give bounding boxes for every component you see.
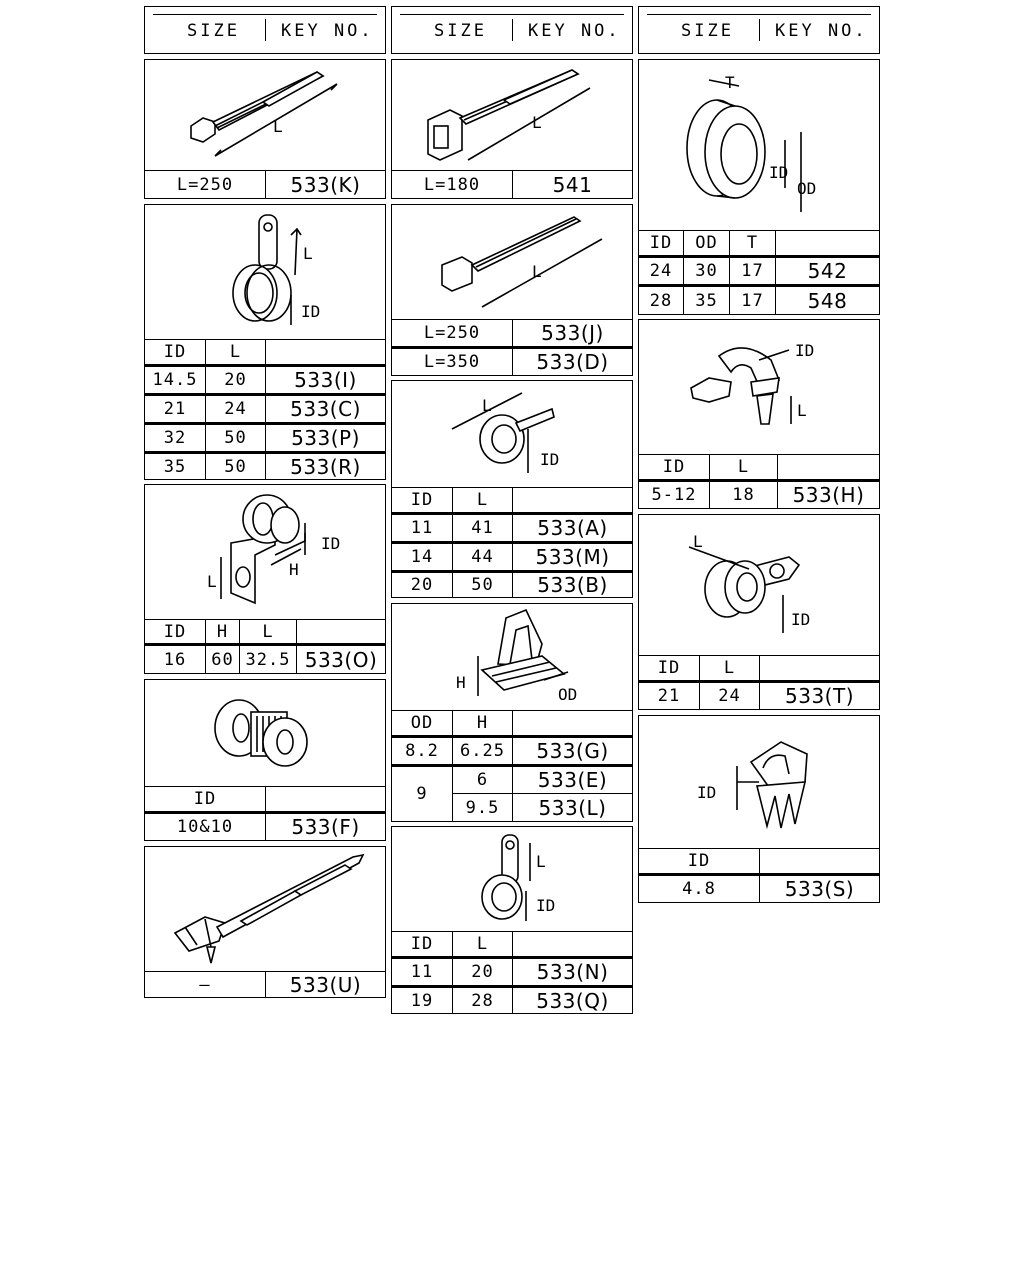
dim-l: L bbox=[693, 532, 703, 551]
l-cell: 28 bbox=[452, 988, 512, 1013]
dim-id: ID bbox=[536, 896, 556, 915]
key-cell: 533(B) bbox=[512, 573, 632, 597]
col-header-id: ID bbox=[410, 490, 434, 510]
t-cell: 17 bbox=[729, 287, 775, 314]
col-header-id: ID bbox=[649, 233, 673, 253]
header-rule bbox=[647, 14, 871, 15]
header-rule bbox=[400, 14, 624, 15]
cushion-clamp-icon bbox=[705, 557, 799, 617]
table-header-row bbox=[392, 488, 632, 512]
key-cell: 533(D) bbox=[512, 349, 632, 375]
col-header-h: H bbox=[452, 711, 512, 735]
push-clip-icon bbox=[691, 348, 779, 424]
table-row bbox=[392, 767, 632, 793]
grommet-diagram bbox=[639, 60, 879, 230]
table-row bbox=[392, 573, 632, 597]
bracket-clamp-diagram bbox=[145, 485, 385, 619]
id-cell: 5-12 bbox=[651, 485, 697, 505]
col-header-key bbox=[512, 488, 632, 512]
id-cell: 21 bbox=[163, 399, 187, 419]
part-card-533h bbox=[638, 319, 880, 509]
table-header-row bbox=[145, 620, 385, 643]
clamp-diagram bbox=[392, 827, 632, 931]
cushion-clamp-diagram bbox=[639, 515, 879, 655]
dim-l: L bbox=[303, 244, 313, 263]
id-cell: 10&10 bbox=[176, 817, 234, 837]
col-header-od: OD bbox=[683, 231, 729, 255]
l-cell: 50 bbox=[205, 454, 265, 479]
part-card-533s bbox=[638, 715, 880, 903]
part-card-533o bbox=[144, 484, 386, 674]
table-row bbox=[392, 544, 632, 570]
id-cell: 35 bbox=[163, 456, 187, 477]
dim-id: ID bbox=[795, 341, 815, 360]
key-cell: 533(J) bbox=[512, 320, 632, 346]
double-clip-icon bbox=[215, 700, 307, 766]
od-cell: 8.2 bbox=[405, 741, 439, 761]
double-clip-diagram bbox=[145, 680, 385, 786]
cable-tie-icon bbox=[428, 70, 578, 160]
table-header-row bbox=[145, 340, 385, 364]
part-card-533a bbox=[391, 380, 633, 598]
header-col1 bbox=[144, 6, 386, 54]
key-cell: 533(L) bbox=[512, 794, 632, 821]
col-header-t: T bbox=[729, 231, 775, 255]
key-cell: 533(A) bbox=[512, 515, 632, 541]
table-row bbox=[392, 171, 632, 198]
key-cell: 533(P) bbox=[265, 425, 385, 451]
col-header-key bbox=[265, 340, 385, 364]
key-cell: 541 bbox=[512, 171, 632, 198]
h-cell: 9.5 bbox=[452, 794, 512, 821]
id-cell: 16 bbox=[163, 649, 187, 670]
col-header-l: L bbox=[239, 620, 296, 643]
table-row bbox=[392, 738, 632, 764]
id-cell: 19 bbox=[410, 990, 434, 1011]
cable-tie-diagram bbox=[392, 205, 632, 319]
col-header-key bbox=[512, 932, 632, 956]
id-cell: 28 bbox=[649, 290, 673, 311]
l-cell: 20 bbox=[452, 959, 512, 985]
l-cell: 50 bbox=[205, 425, 265, 451]
key-cell: 533(H) bbox=[777, 482, 879, 508]
l-cell: 32.5 bbox=[239, 646, 296, 673]
header-divider bbox=[265, 19, 266, 41]
header-rule bbox=[153, 14, 377, 15]
key-cell: 533(G) bbox=[512, 738, 632, 764]
wire-clip-icon bbox=[751, 742, 807, 828]
col-header-key bbox=[777, 455, 879, 479]
part-card-533f bbox=[144, 679, 386, 841]
col-header-key bbox=[512, 711, 632, 735]
dim-l: L bbox=[207, 572, 217, 591]
cable-tie-diagram bbox=[145, 60, 385, 170]
size-cell: L=350 bbox=[423, 352, 481, 372]
table-row bbox=[145, 814, 385, 840]
dim-h: H bbox=[289, 560, 299, 579]
col-header-l: L bbox=[452, 488, 512, 512]
table-header-row bbox=[639, 656, 879, 680]
dim-l: L bbox=[532, 113, 542, 132]
wire-clip-diagram bbox=[639, 716, 879, 848]
cable-tie-icon bbox=[442, 217, 580, 291]
key-cell: 533(U) bbox=[265, 972, 385, 997]
header-col3 bbox=[638, 6, 880, 54]
key-cell: 533(N) bbox=[512, 959, 632, 985]
col-header-id: ID bbox=[662, 457, 686, 477]
table-row bbox=[145, 367, 385, 393]
size-cell: L=250 bbox=[176, 174, 234, 195]
id-cell: 24 bbox=[649, 261, 673, 281]
t-cell: 17 bbox=[729, 258, 775, 284]
header-key-label: KEY NO. bbox=[281, 21, 374, 41]
col-header-key bbox=[296, 620, 385, 643]
dim-od: OD bbox=[558, 685, 578, 704]
part-card-541 bbox=[391, 59, 633, 199]
table-row bbox=[639, 287, 879, 314]
key-cell: 542 bbox=[775, 258, 879, 284]
key-cell: 533(T) bbox=[759, 683, 879, 709]
key-cell: 533(Q) bbox=[512, 988, 632, 1013]
dim-l: L bbox=[536, 852, 546, 871]
l-cell: 18 bbox=[709, 482, 777, 508]
header-divider bbox=[759, 19, 760, 41]
push-clip-diagram bbox=[639, 320, 879, 454]
dim-id: ID bbox=[769, 163, 789, 182]
col-header-id: ID bbox=[657, 658, 681, 678]
key-cell: 533(I) bbox=[265, 367, 385, 393]
col-header-l: L bbox=[699, 656, 759, 680]
od-cell: 30 bbox=[683, 258, 729, 284]
clamp-icon bbox=[233, 215, 291, 321]
size-cell: — bbox=[199, 974, 211, 995]
od-cell: 35 bbox=[683, 287, 729, 314]
id-cell: 11 bbox=[410, 962, 434, 982]
h-cell: 60 bbox=[205, 646, 239, 673]
l-cell: 41 bbox=[452, 515, 512, 541]
table-row bbox=[392, 349, 632, 375]
col-header-l: L bbox=[205, 340, 265, 364]
dim-id: ID bbox=[321, 534, 341, 553]
dim-id: ID bbox=[540, 450, 560, 469]
l-cell: 44 bbox=[452, 544, 512, 570]
col-header-key bbox=[775, 231, 879, 255]
col-header-key bbox=[759, 656, 879, 680]
table-row bbox=[145, 972, 385, 997]
l-cell: 24 bbox=[699, 683, 759, 709]
col-header-key bbox=[759, 849, 879, 873]
push-mount-tie-diagram bbox=[145, 847, 385, 971]
table-header-row bbox=[639, 455, 879, 479]
header-size-label: SIZE bbox=[187, 21, 240, 41]
clamp-diagram bbox=[392, 381, 632, 487]
col-header-id: ID bbox=[687, 851, 711, 871]
key-cell: 533(S) bbox=[759, 876, 879, 902]
table-header-row bbox=[639, 849, 879, 873]
table-row bbox=[639, 683, 879, 709]
table-header-row bbox=[639, 231, 879, 255]
dim-od: OD bbox=[797, 179, 817, 198]
id-cell: 11 bbox=[410, 518, 434, 538]
dim-id: ID bbox=[697, 783, 717, 802]
col-header-id: ID bbox=[193, 789, 217, 809]
col-header-l: L bbox=[452, 932, 512, 956]
dim-l: L bbox=[482, 396, 492, 415]
l-cell: 50 bbox=[452, 573, 512, 597]
part-card-533t bbox=[638, 514, 880, 710]
table-row bbox=[145, 454, 385, 479]
table-row bbox=[145, 396, 385, 422]
part-card-533u bbox=[144, 846, 386, 998]
push-mount-tie-icon bbox=[175, 855, 363, 963]
col-header-key bbox=[265, 787, 385, 811]
table-row bbox=[392, 959, 632, 985]
table-row bbox=[639, 258, 879, 284]
id-cell: 14.5 bbox=[152, 370, 198, 390]
col-header-id: ID bbox=[163, 621, 187, 642]
header-size-label: SIZE bbox=[434, 21, 487, 41]
dim-id: ID bbox=[301, 302, 321, 321]
table-row bbox=[392, 515, 632, 541]
table-row bbox=[145, 646, 385, 673]
key-cell: 533(C) bbox=[265, 396, 385, 422]
od-cell: 9 bbox=[416, 784, 428, 804]
table-row bbox=[392, 320, 632, 346]
id-cell: 32 bbox=[163, 428, 187, 448]
table-header-row bbox=[145, 787, 385, 811]
table-row bbox=[639, 876, 879, 902]
id-cell: 20 bbox=[410, 575, 434, 595]
header-col2 bbox=[391, 6, 633, 54]
table-row bbox=[145, 425, 385, 451]
dim-l: L bbox=[532, 262, 542, 281]
table-header-row bbox=[392, 932, 632, 956]
dim-l: L bbox=[797, 401, 807, 420]
clamp-diagram bbox=[145, 205, 385, 339]
header-size-label: SIZE bbox=[681, 21, 734, 41]
col-header-id: ID bbox=[410, 934, 434, 954]
dim-h: H bbox=[456, 673, 466, 692]
header-key-label: KEY NO. bbox=[775, 21, 868, 41]
part-card-533n bbox=[391, 826, 633, 1014]
size-cell: L=250 bbox=[423, 323, 481, 343]
dim-id: ID bbox=[791, 610, 811, 629]
col-header-od: OD bbox=[410, 713, 434, 733]
id-cell: 14 bbox=[410, 547, 434, 567]
id-cell: 21 bbox=[657, 686, 681, 706]
h-cell: 6.25 bbox=[452, 738, 512, 764]
part-card-533g bbox=[391, 603, 633, 822]
header-key-label: KEY NO. bbox=[528, 21, 621, 41]
clamp-icon bbox=[482, 835, 522, 919]
part-card-542 bbox=[638, 59, 880, 315]
edge-clip-diagram bbox=[392, 604, 632, 710]
size-cell: L=180 bbox=[423, 174, 481, 195]
id-cell: 4.8 bbox=[682, 879, 716, 899]
l-cell: 24 bbox=[205, 396, 265, 422]
l-cell: 20 bbox=[205, 367, 265, 393]
h-cell: 6 bbox=[452, 767, 512, 793]
table-row bbox=[392, 988, 632, 1013]
col-header-h: H bbox=[205, 620, 239, 643]
key-cell: 533(F) bbox=[265, 814, 385, 840]
part-card-533j bbox=[391, 204, 633, 376]
table-header-row bbox=[392, 711, 632, 735]
key-cell: 533(K) bbox=[265, 171, 385, 198]
key-cell: 533(M) bbox=[512, 544, 632, 570]
grommet-icon bbox=[687, 100, 765, 198]
part-card-533i bbox=[144, 204, 386, 480]
dim-t: T bbox=[725, 73, 735, 92]
key-cell: 533(E) bbox=[512, 767, 632, 793]
key-cell: 548 bbox=[775, 287, 879, 314]
table-row bbox=[145, 171, 385, 198]
header-divider bbox=[512, 19, 513, 41]
key-cell: 533(O) bbox=[296, 646, 385, 673]
bracket-clamp-icon bbox=[231, 495, 305, 603]
cable-tie-diagram bbox=[392, 60, 632, 170]
col-header-id: ID bbox=[163, 342, 187, 362]
table-row bbox=[639, 482, 879, 508]
key-cell: 533(R) bbox=[265, 454, 385, 479]
part-card-533k bbox=[144, 59, 386, 199]
dim-l: L bbox=[273, 117, 283, 136]
table-row bbox=[392, 794, 632, 821]
col-header-l: L bbox=[709, 455, 777, 479]
